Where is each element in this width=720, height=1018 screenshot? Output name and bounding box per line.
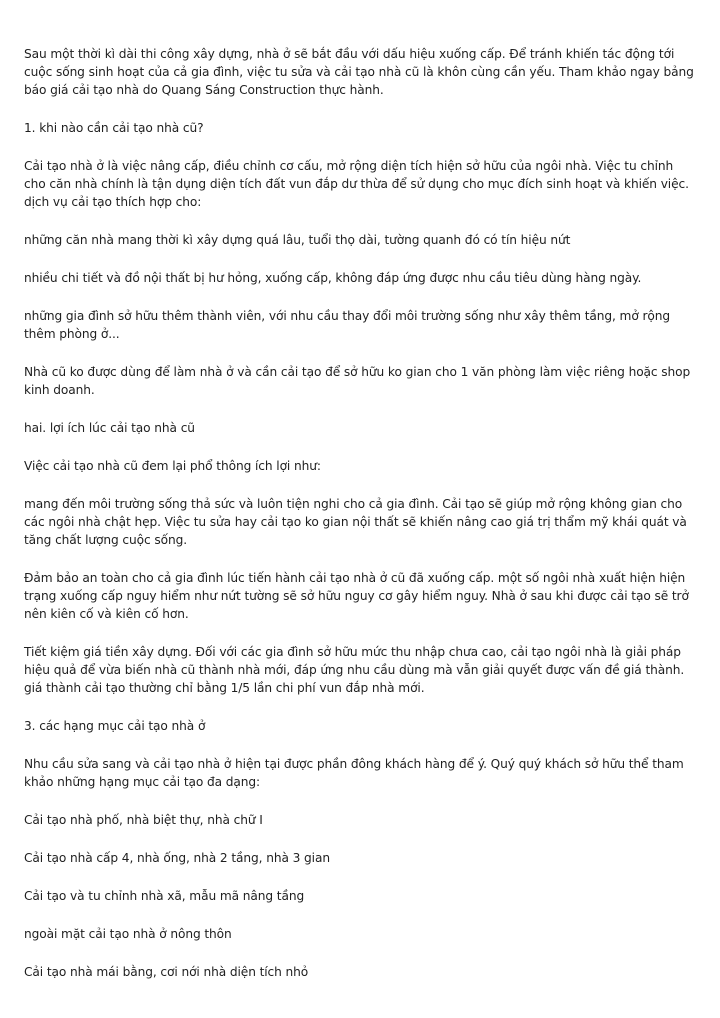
list-item: Cải tạo nhà phố, nhà biệt thự, nhà chữ I [24,813,263,827]
list-item: những căn nhà mang thời kì xây dựng quá lâu, tuổi thọ dài, tường quanh đó có tín hiệu nứt [24,233,571,247]
paragraph: Việc cải tạo nhà cũ đem lại phổ thông ích lợi như: [24,459,321,473]
list-item: mang đến môi trường sống thả sức và luôn tiện nghi cho cả gia đình. Cải tạo sẽ giúp mở rộng không gian cho các ngôi nhà chật hẹp. Việc tu sửa hay cải tạo ko gian nội thất sẽ khiến nâng cao giá trị thẩm mỹ khái quát và tăng chất lượng cuộc sống. [24,497,687,547]
section-heading-1: 1. khi nào cần cải tạo nhà cũ? [24,121,204,135]
paragraph: Nhu cầu sửa sang và cải tạo nhà ở hiện tại được phần đông khách hàng để ý. Quý quý khách sở hữu thể tham khảo những hạng mục cải tạo đa dạng: [24,757,684,789]
paragraph: Cải tạo nhà ở là việc nâng cấp, điều chỉnh cơ cấu, mở rộng diện tích hiện sở hữu của ngôi nhà. Việc tu chỉnh cho căn nhà chính là tận dụng diện tích đất vun đắp dư thừa để sử dụng cho mục đích sinh hoạt và khiến việc. dịch vụ cải tạo thích hợp cho: [24,159,689,209]
list-item: Cải tạo và tu chỉnh nhà xã, mẫu mã nâng tầng [24,889,305,903]
section-heading-3: 3. các hạng mục cải tạo nhà ở [24,719,206,733]
list-item: Cải tạo nhà mái bằng, cơi nới nhà diện tích nhỏ [24,965,309,979]
document-body [24,45,696,1001]
list-item: những gia đình sở hữu thêm thành viên, với nhu cầu thay đổi môi trường sống như xây thêm tầng, mở rộng thêm phòng ở... [24,309,670,341]
list-item: Nhà cũ ko được dùng để làm nhà ở và cần cải tạo để sở hữu ko gian cho 1 văn phòng làm việc riêng hoặc shop kinh doanh. [24,365,691,397]
list-item: Tiết kiệm giá tiền xây dựng. Đối với các gia đình sở hữu mức thu nhập chưa cao, cải tạo ngôi nhà là giải pháp hiệu quả để vừa biến nhà cũ thành nhà mới, đáp ứng nhu cầu dùng mà vẫn giải quyết được vấn đề giá thành. giá thành cải tạo thường chỉ bằng 1/5 lần chi phí vun đắp nhà mới. [24,645,685,695]
list-item: ngoài mặt cải tạo nhà ở nông thôn [24,927,232,941]
list-item: nhiều chi tiết và đồ nội thất bị hư hỏng, xuống cấp, không đáp ứng được nhu cầu tiêu dùng hàng ngày. [24,271,642,285]
list-item: Cải tạo nhà cấp 4, nhà ống, nhà 2 tầng, nhà 3 gian [24,851,330,865]
section-heading-2: hai. lợi ích lúc cải tạo nhà cũ [24,421,195,435]
intro-paragraph: Sau một thời kì dài thi công xây dựng, nhà ở sẽ bắt đầu với dấu hiệu xuống cấp. Để tránh khiến tác động tới cuộc sống sinh hoạt của cả gia đình, việc tu sửa và cải tạo nhà cũ là khôn cùng cần yếu. Tham khảo ngay bảng báo giá cải tạo nhà do Quang Sáng Construction thực hành. [24,47,694,97]
list-item: Đảm bảo an toàn cho cả gia đình lúc tiến hành cải tạo nhà ở cũ đã xuống cấp. một số ngôi nhà xuất hiện hiện trạng xuống cấp nguy hiểm như nứt tường sẽ sở hữu nguy cơ gây hiểm nguy. Nhà ở sau khi được cải tạo sẽ trở nên kiên cố và kiên cố hơn. [24,571,689,621]
